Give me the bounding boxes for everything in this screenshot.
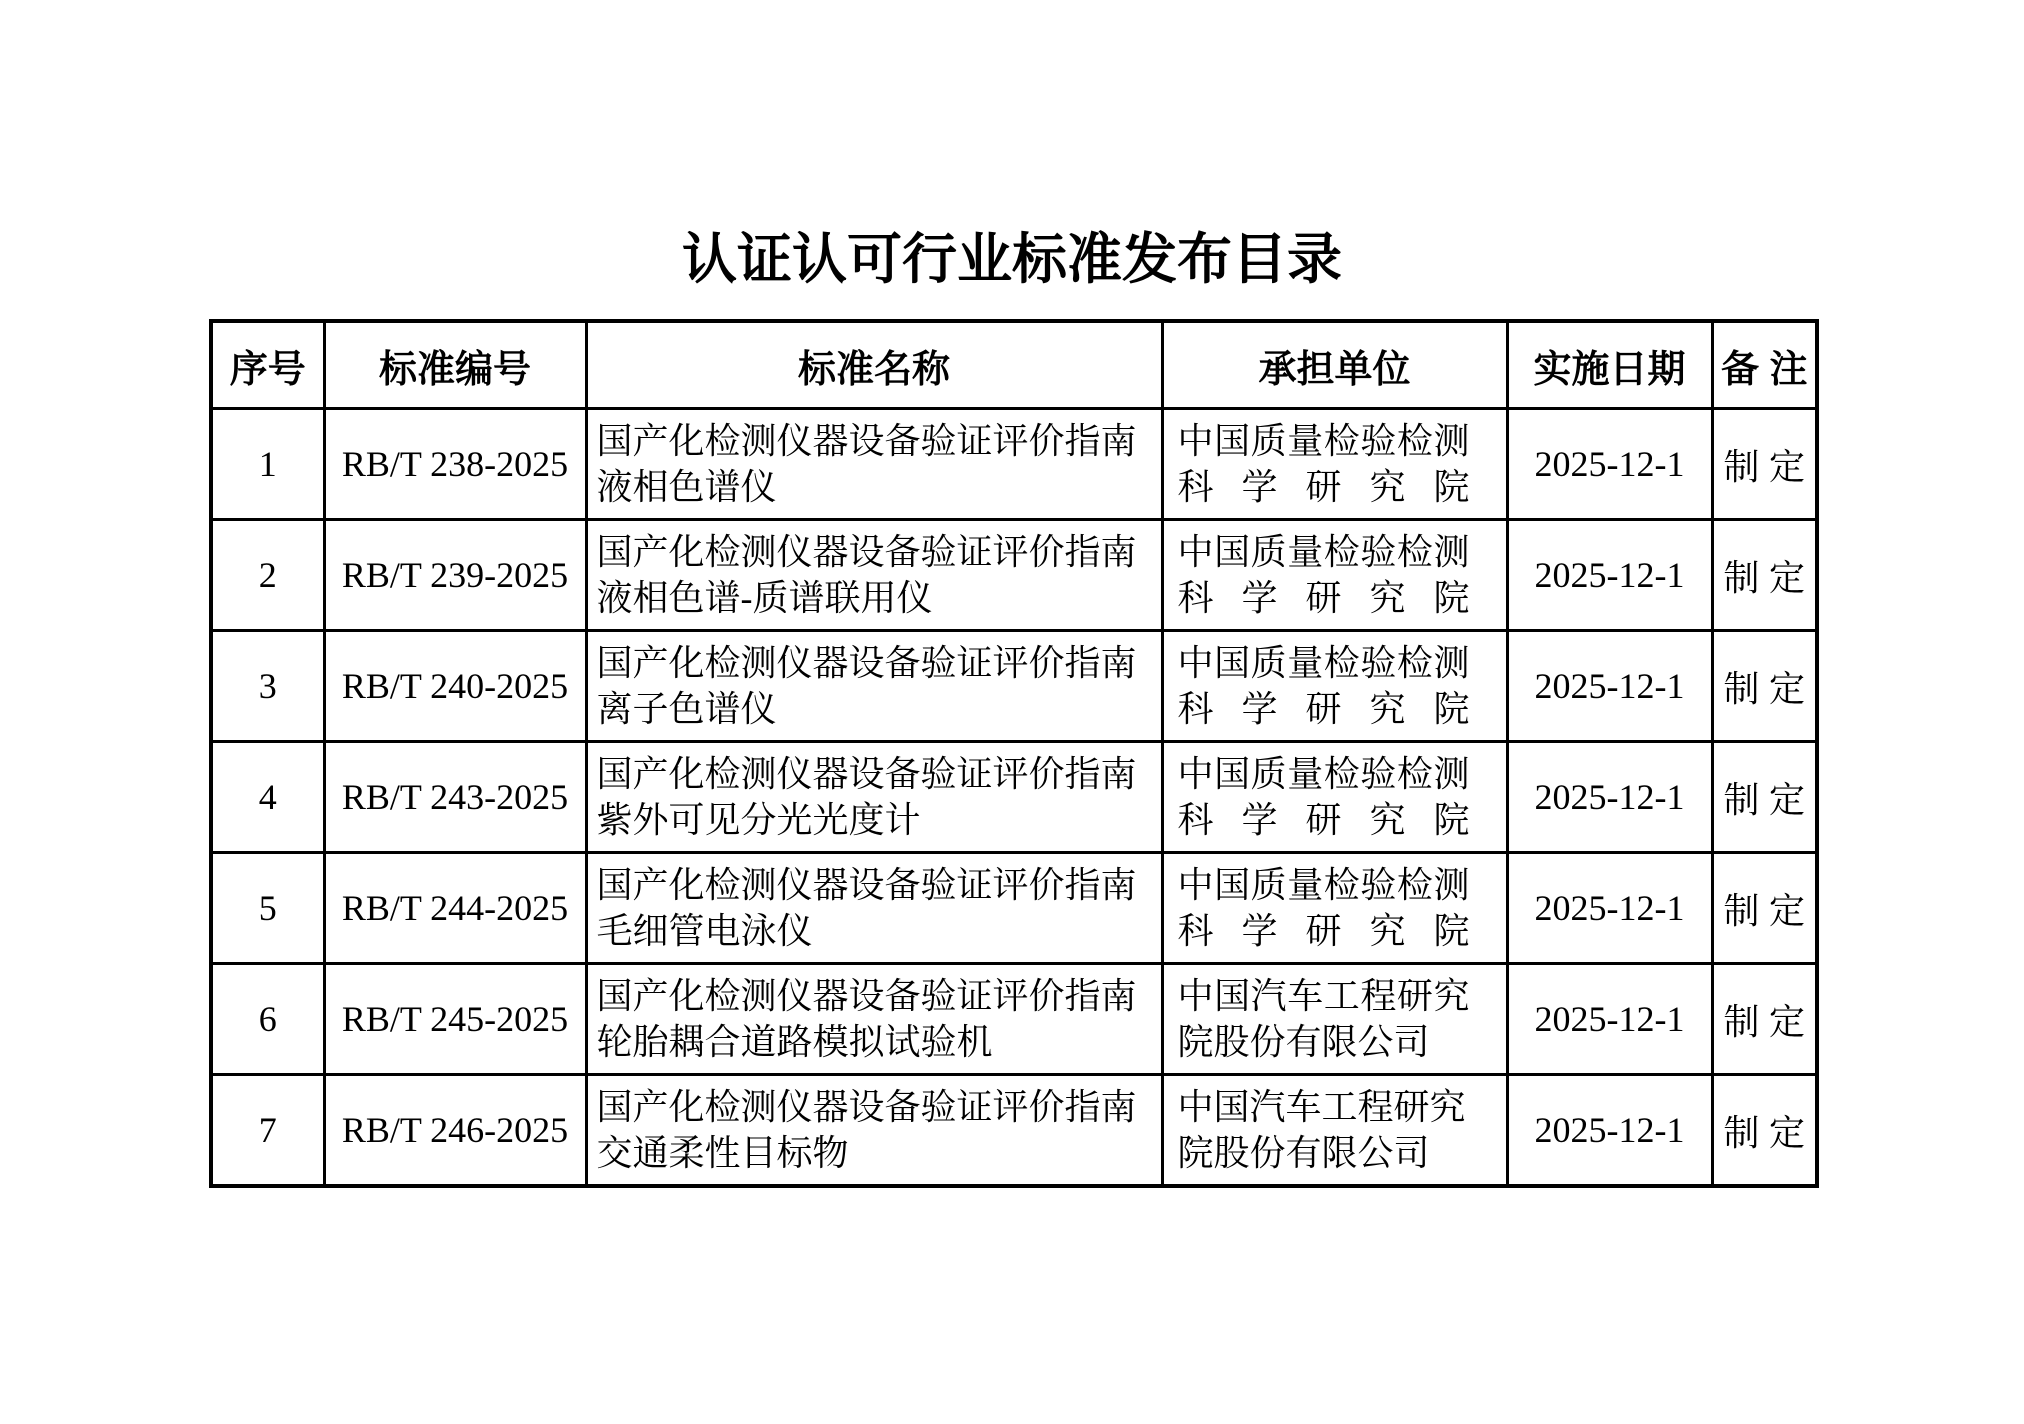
- table-row: [211, 1075, 1817, 1187]
- unit-name-line: 中国质量检验检测: [1177, 421, 1470, 461]
- cell-date: [1507, 631, 1712, 742]
- cell-unit: [1162, 631, 1507, 742]
- standard-name-line: 国产化检测仪器设备验证评价指南: [596, 754, 1137, 794]
- implementation-date: 2025-12-1: [1534, 444, 1685, 484]
- cell-note: [1712, 742, 1817, 853]
- standard-name-line: 国产化检测仪器设备验证评价指南: [596, 421, 1137, 461]
- unit-name-line: 科学研究院: [1177, 578, 1470, 618]
- implementation-date: 2025-12-1: [1534, 555, 1685, 595]
- standard-name-line: 国产化检测仪器设备验证评价指南: [596, 532, 1137, 572]
- cell-name: [586, 964, 1162, 1075]
- unit-name-line: 中国质量检验检测: [1177, 532, 1470, 572]
- unit-name-line: 中国质量检验检测: [1177, 865, 1470, 905]
- cell-unit: [1162, 520, 1507, 631]
- cell-seq: 6: [211, 964, 324, 1075]
- cell-note: [1712, 409, 1817, 520]
- standard-name-line: 液相色谱仪: [596, 467, 777, 507]
- column-header-name: 标准名称: [586, 321, 1162, 409]
- cell-unit: [1162, 964, 1507, 1075]
- document-title: 认证认可行业标准发布目录: [681, 229, 1342, 290]
- cell-name: [586, 520, 1162, 631]
- cell-note: [1712, 853, 1817, 964]
- standard-name-line: 液相色谱-质谱联用仪: [596, 578, 933, 618]
- unit-name-line: 中国汽车工程研究: [1177, 976, 1470, 1016]
- cell-date: [1507, 520, 1712, 631]
- note-text: 制定: [1723, 890, 1805, 931]
- column-header-date: 实施日期: [1507, 321, 1712, 409]
- note-text: 制定: [1723, 1112, 1805, 1153]
- note-text: 制定: [1723, 557, 1805, 598]
- standard-name-line: 交通柔性目标物: [596, 1133, 849, 1173]
- cell-date: [1507, 742, 1712, 853]
- note-text: 制定: [1723, 668, 1805, 709]
- column-header-code: 标准编号: [324, 321, 586, 409]
- implementation-date: 2025-12-1: [1534, 888, 1685, 928]
- table-row: [211, 742, 1817, 853]
- cell-note: [1712, 631, 1817, 742]
- cell-code: RB/T 246-2025: [324, 1075, 586, 1187]
- unit-name-line: 中国汽车工程研究: [1177, 1087, 1466, 1127]
- standards-table: [209, 319, 1819, 1188]
- cell-seq: 1: [211, 409, 324, 520]
- cell-code: RB/T 238-2025: [324, 409, 586, 520]
- implementation-date: 2025-12-1: [1534, 999, 1685, 1039]
- cell-unit: [1162, 409, 1507, 520]
- cell-code: RB/T 244-2025: [324, 853, 586, 964]
- standard-name-line: 国产化检测仪器设备验证评价指南: [596, 1087, 1137, 1127]
- cell-seq: 3: [211, 631, 324, 742]
- standard-name-line: 毛细管电泳仪: [596, 911, 813, 951]
- cell-code: RB/T 243-2025: [324, 742, 586, 853]
- unit-name-line: 科学研究院: [1177, 467, 1470, 507]
- cell-code: RB/T 240-2025: [324, 631, 586, 742]
- cell-unit: [1162, 742, 1507, 853]
- unit-name-line: 院股份有限公司: [1177, 1022, 1430, 1062]
- cell-note: [1712, 964, 1817, 1075]
- implementation-date: 2025-12-1: [1534, 1110, 1685, 1150]
- table-header-row: [211, 321, 1817, 409]
- note-text: 制定: [1723, 446, 1805, 487]
- table-row: [211, 409, 1817, 520]
- unit-name-line: 中国质量检验检测: [1177, 643, 1470, 683]
- table-body: [211, 409, 1817, 1187]
- unit-name-line: 中国质量检验检测: [1177, 754, 1470, 794]
- cell-seq: 7: [211, 1075, 324, 1187]
- cell-code: RB/T 245-2025: [324, 964, 586, 1075]
- column-header-seq: 序号: [211, 321, 324, 409]
- table-row: [211, 964, 1817, 1075]
- implementation-date: 2025-12-1: [1534, 666, 1685, 706]
- cell-seq: 5: [211, 853, 324, 964]
- unit-name-line: 科学研究院: [1177, 689, 1470, 729]
- cell-seq: 4: [211, 742, 324, 853]
- cell-date: [1507, 409, 1712, 520]
- cell-date: [1507, 964, 1712, 1075]
- standard-name-line: 国产化检测仪器设备验证评价指南: [596, 643, 1137, 683]
- cell-name: [586, 1075, 1162, 1187]
- cell-seq: 2: [211, 520, 324, 631]
- cell-name: [586, 409, 1162, 520]
- cell-date: [1507, 853, 1712, 964]
- column-header-unit: 承担单位: [1162, 321, 1507, 409]
- standard-name-line: 紫外可见分光光度计: [596, 800, 921, 840]
- column-header-note: 备 注: [1712, 321, 1817, 409]
- cell-name: [586, 742, 1162, 853]
- cell-code: RB/T 239-2025: [324, 520, 586, 631]
- unit-name-line: 科学研究院: [1177, 800, 1470, 840]
- table-row: [211, 520, 1817, 631]
- unit-name-line: 院股份有限公司: [1177, 1133, 1430, 1173]
- cell-name: [586, 853, 1162, 964]
- cell-date: [1507, 1075, 1712, 1187]
- note-text: 制定: [1723, 1001, 1805, 1042]
- cell-note: [1712, 520, 1817, 631]
- table-row: [211, 853, 1817, 964]
- standard-name-line: 国产化检测仪器设备验证评价指南: [596, 976, 1137, 1016]
- implementation-date: 2025-12-1: [1534, 777, 1685, 817]
- standard-name-line: 国产化检测仪器设备验证评价指南: [596, 865, 1137, 905]
- note-text: 制定: [1723, 779, 1805, 820]
- table-row: [211, 631, 1817, 742]
- unit-name-line: 科学研究院: [1177, 911, 1470, 951]
- standard-name-line: 轮胎耦合道路模拟试验机: [596, 1022, 993, 1062]
- cell-unit: [1162, 1075, 1507, 1187]
- cell-name: [586, 631, 1162, 742]
- standard-name-line: 离子色谱仪: [596, 689, 777, 729]
- cell-note: [1712, 1075, 1817, 1187]
- cell-unit: [1162, 853, 1507, 964]
